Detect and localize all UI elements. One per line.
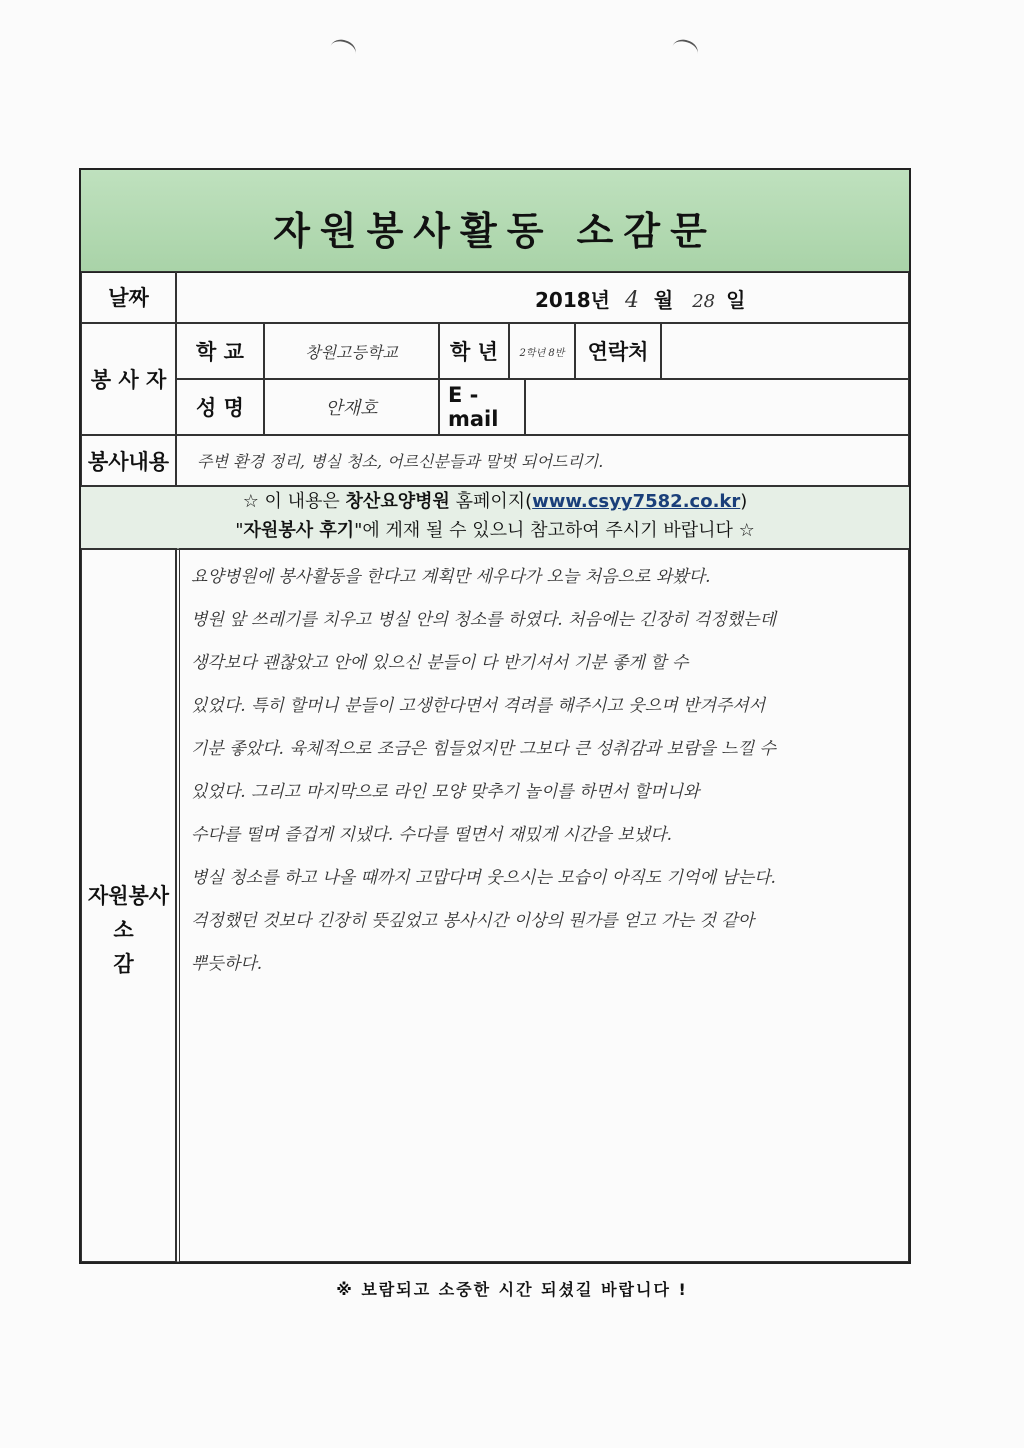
form-title-banner (81, 170, 909, 273)
grade-value: 2학년 8반 (509, 323, 575, 379)
notice-suffix: ) (740, 491, 748, 512)
impressions-label-line1: 자원봉사 (87, 884, 170, 908)
impressions-label-cell (81, 548, 176, 1262)
contact-value (661, 323, 909, 379)
form-title: 자원봉사활동 소감문 (273, 209, 717, 253)
email-value (525, 379, 909, 435)
impression-line: 요양병원에 봉사활동을 한다고 계획만 세우다가 오늘 처음으로 와봤다. (191, 567, 711, 587)
hospital-url-link[interactable]: www.csyy7582.co.kr (532, 491, 741, 512)
impression-line: 있었다. 특히 할머니 분들이 고생한다면서 격려를 해주시고 웃으며 반겨주셔서 (191, 696, 766, 716)
impression-line: 병원 앞 쓰레기를 치우고 병실 안의 청소를 하였다. 처음에는 긴장히 걱정했는데 (191, 610, 776, 630)
impression-line: 기분 좋았다. 육체적으로 조금은 힘들었지만 그보다 큰 성취감과 보람을 느낄 수 (191, 739, 776, 759)
volunteer-form (79, 168, 911, 1264)
content-value: 주변 환경 정리, 병실 청소, 어르신분들과 말벗 되어드리기. (176, 435, 909, 486)
impressions-text (191, 562, 891, 992)
content-label: 봉사내용 (81, 435, 176, 486)
notice-rest: "에 게재 될 수 있으니 참고하여 주시기 바랍니다 ☆ (354, 520, 755, 541)
name-label: 성 명 (176, 379, 264, 435)
footer-message: ※ 보람되고 소중한 시간 되셨길 바랍니다 ! (336, 1280, 688, 1299)
date-year: 2018년 (535, 288, 610, 312)
contact-label: 연락처 (575, 323, 661, 379)
impression-line: 수다를 떨며 즐겁게 지냈다. 수다를 떨면서 재밌게 시간을 보냈다. (191, 825, 673, 845)
punch-hole-left-mark (328, 36, 359, 63)
notice-box (81, 486, 909, 550)
school-label: 학 교 (176, 323, 264, 379)
date-month-value: 4 (624, 288, 639, 313)
impressions-label-line2: 소 감 (113, 918, 164, 976)
date-day-unit: 일 (726, 288, 746, 312)
impression-line: 병실 청소를 하고 나올 때까지 고맙다며 웃으시는 모습이 아직도 기억에 남는다. (191, 868, 776, 888)
school-value: 창원고등학교 (264, 323, 439, 379)
notice-mid: 홈페이지( (449, 491, 533, 512)
notice-quote-open: " (235, 520, 244, 541)
impression-line: 걱정했던 것보다 긴장히 뜻깊었고 봉사시간 이상의 뭔가를 얻고 가는 것 같아 (191, 911, 755, 931)
email-label: E -mail (439, 379, 525, 435)
impression-line: 뿌듯하다. (191, 954, 263, 974)
notice-line-2 (81, 516, 909, 545)
date-month-unit: 월 (653, 288, 674, 312)
name-value: 안재호 (264, 379, 439, 435)
notice-prefix: ☆ 이 내용은 (242, 491, 346, 512)
punch-hole-right-mark (670, 36, 701, 63)
notice-hospital: 창산요양병원 (345, 491, 450, 512)
notice-line-1 (81, 487, 909, 516)
volunteer-label: 봉 사 자 (81, 323, 176, 435)
impression-line: 생각보다 괜찮았고 안에 있으신 분들이 다 반기셔서 기분 좋게 할 수 (191, 653, 689, 673)
notice-review: 자원봉사 후기 (243, 520, 355, 541)
date-day-value: 28 (692, 291, 716, 312)
grade-label: 학 년 (439, 323, 509, 379)
date-label: 날짜 (81, 271, 176, 323)
date-value-cell (176, 271, 909, 323)
impression-line: 있었다. 그리고 마지막으로 라인 모양 맞추기 놀이를 하면서 할머니와 (191, 782, 700, 802)
